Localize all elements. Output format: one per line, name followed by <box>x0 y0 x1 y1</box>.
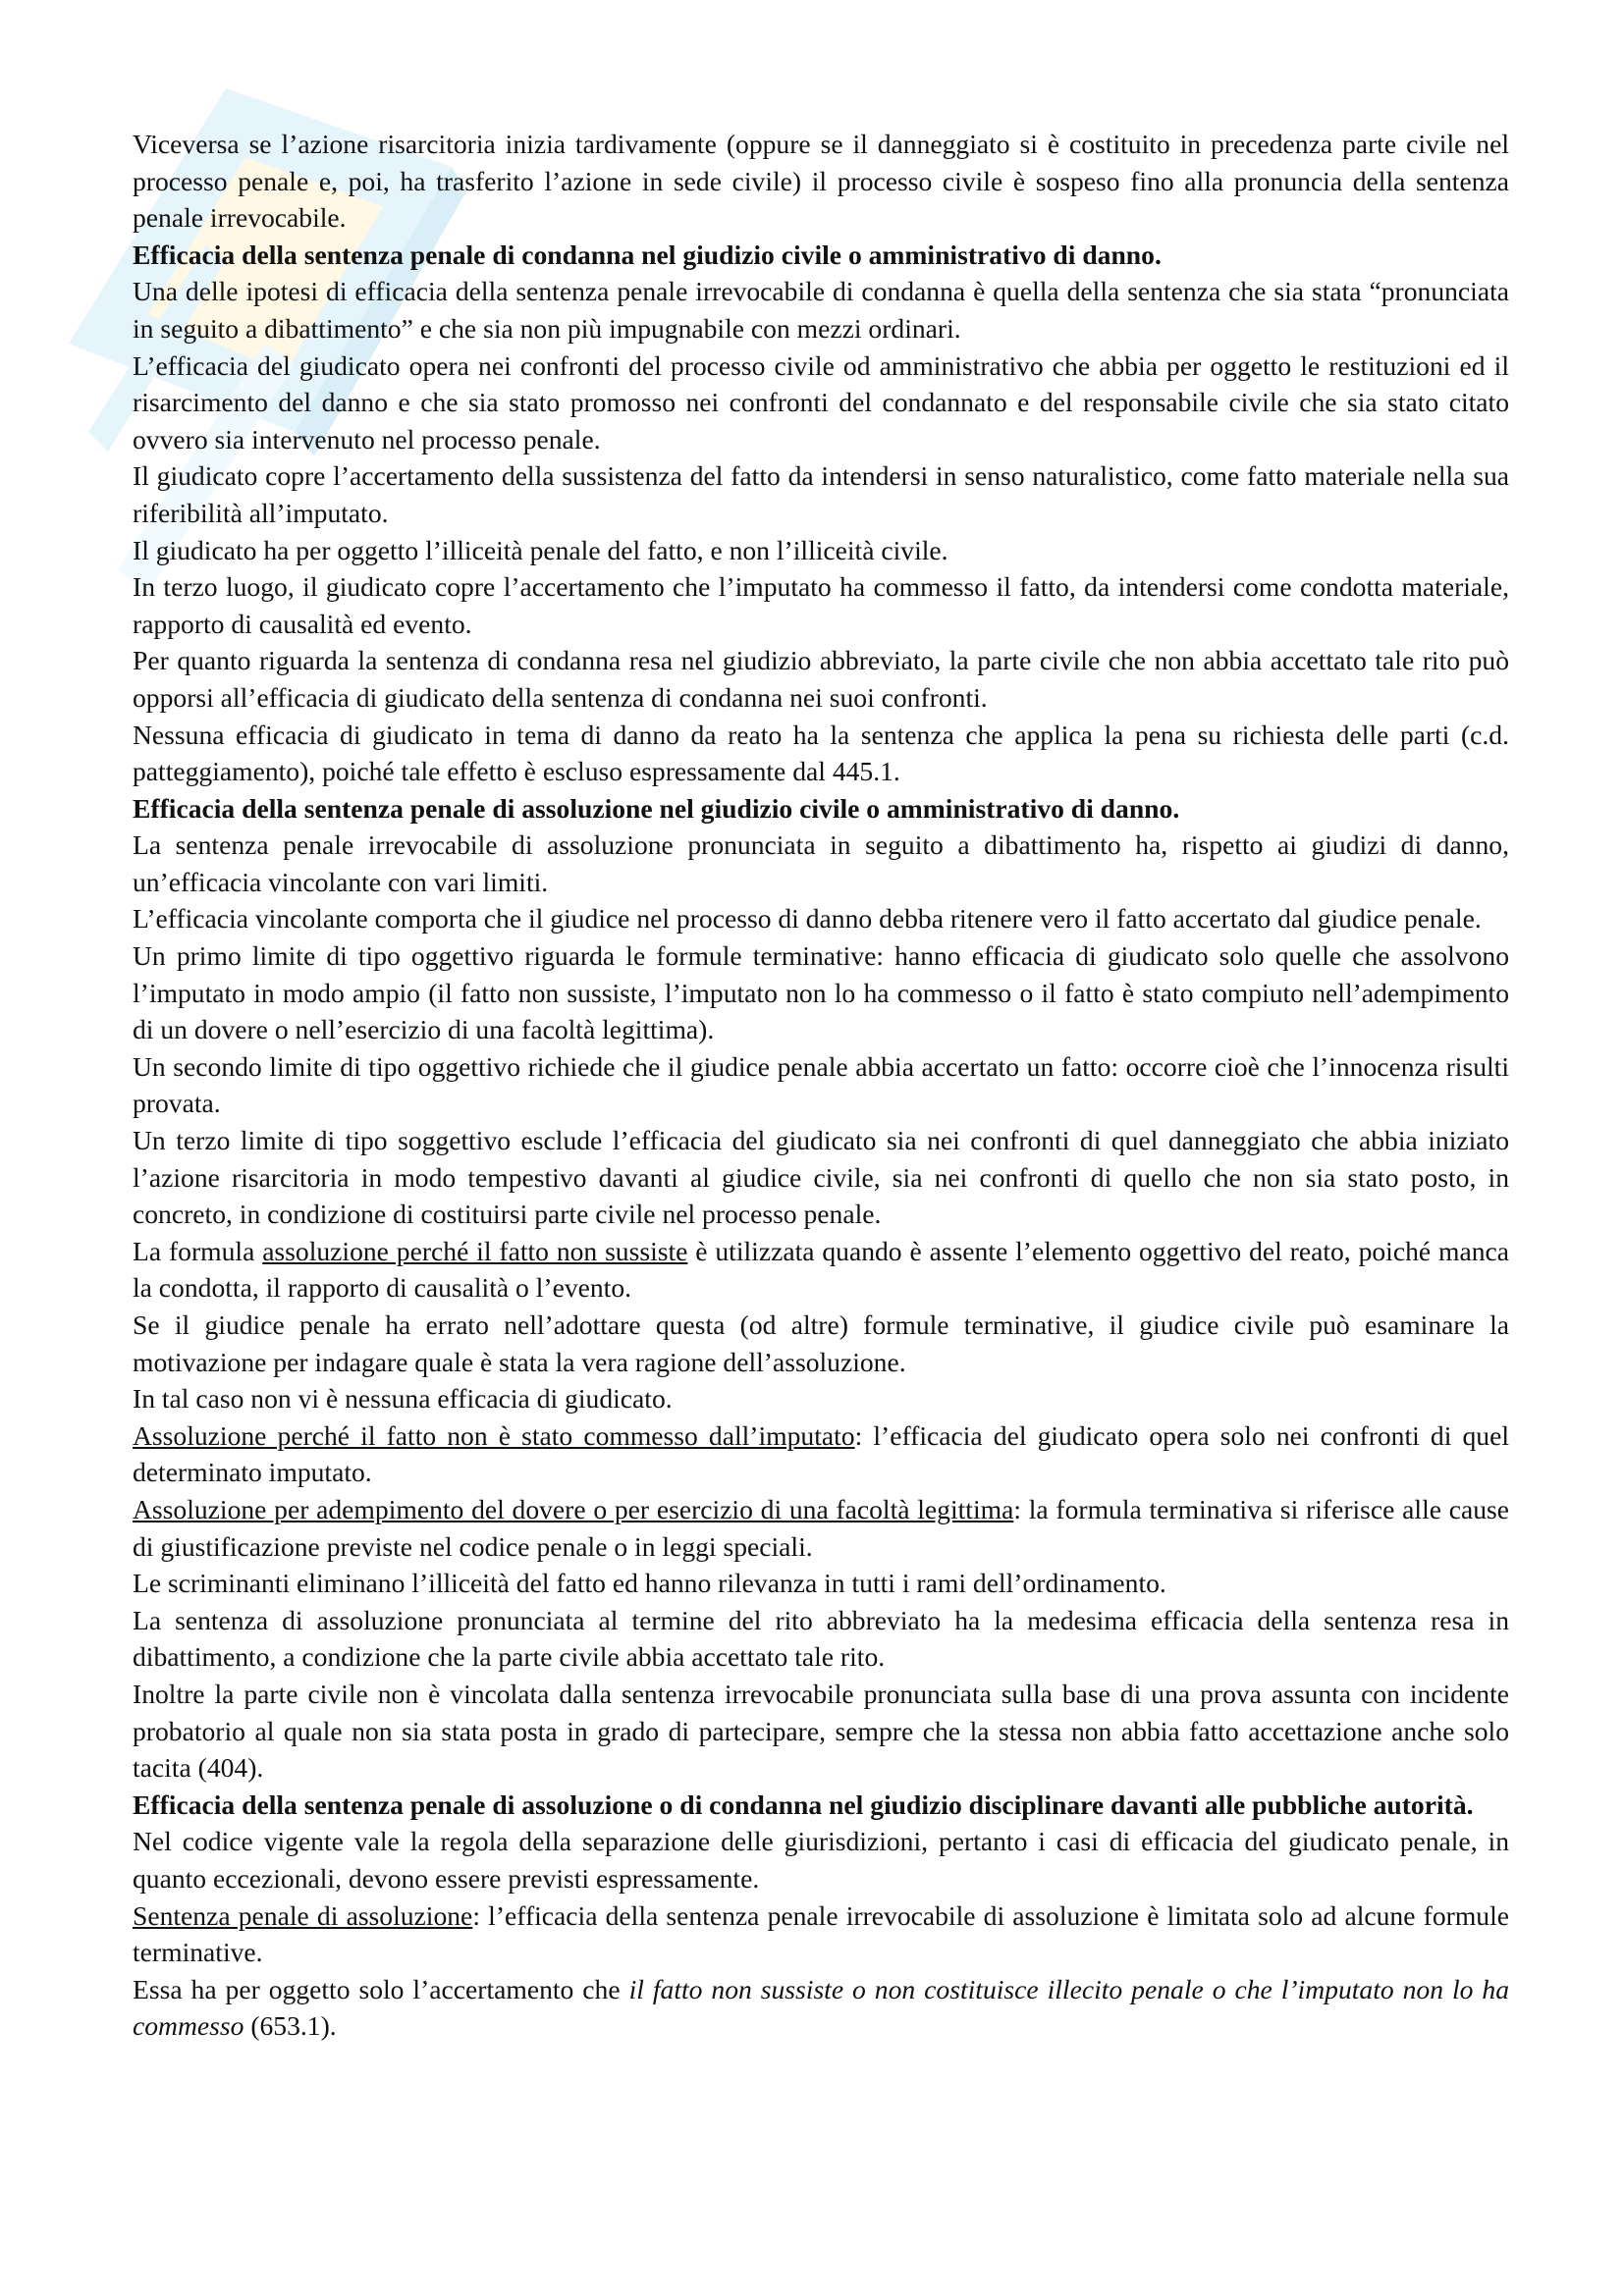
underlined-term: Assoluzione perché il fatto non è stato commesso dall’imputato <box>133 1419 855 1451</box>
paragraph: La sentenza penale irrevocabile di assoluzione pronunciata in seguito a dibattimento ha, rispetto ai giudizi di danno, un’efficacia vincolante con vari limiti. <box>133 829 1509 897</box>
paragraph: Una delle ipotesi di efficacia della sentenza penale irrevocabile di condanna è quella della sentenza che sia stata “pronunciata in seguito a dibattimento” e che sia non più impugnabile con mezzi ordinari. <box>133 276 1509 344</box>
paragraph: In terzo luogo, il giudicato copre l’accertamento che l’imputato ha commesso il fatto, da intendersi come condotta materiale, rapporto di causalità ed evento. <box>133 571 1509 639</box>
paragraph <box>133 1897 1509 1971</box>
document-body <box>133 126 1509 2045</box>
paragraph-text: La formula <box>133 1235 263 1266</box>
paragraph-text: (653.1). <box>244 2010 337 2042</box>
paragraph: Il giudicato ha per oggetto l’illiceità penale del fatto, e non l’illiceità civile. <box>133 534 948 565</box>
paragraph: La sentenza di assoluzione pronunciata al termine del rito abbreviato ha la medesima efficacia della sentenza resa in dibattimento, a condizione che la parte civile abbia accettato tale rito. <box>133 1604 1509 1673</box>
paragraph <box>133 1971 1509 2045</box>
paragraph: Viceversa se l’azione risarcitoria inizia tardivamente (oppure se il danneggiato si è costituito in precedenza parte civile nel processo penale e, poi, ha trasferito l’azione in sede civile) il processo civile è sospeso fino alla pronuncia della sentenza penale irrevocabile. <box>133 129 1509 234</box>
paragraph: Nessuna efficacia di giudicato in tema di danno da reato ha la sentenza che applica la pena su richiesta delle parti (c.d. patteggiamento), poiché tale effetto è escluso espressamente dal 445.1. <box>133 719 1509 787</box>
paragraph: Un primo limite di tipo oggettivo riguarda le formule terminative: hanno efficacia di giudicato solo quelle che assolvono l’imputato in modo ampio (il fatto non sussiste, l’imputato non lo ha commesso o il fatto è stato compiuto nell’adempimento di un dovere o nell’esercizio di una facoltà legittima). <box>133 940 1509 1045</box>
paragraph: Per quanto riguarda la sentenza di condanna resa nel giudizio abbreviato, la parte civile che non abbia accettato tale rito può opporsi all’efficacia di giudicato della sentenza di condanna nei suoi confronti. <box>133 645 1509 713</box>
underlined-term: Assoluzione per adempimento del dovere o per esercizio di una facoltà legittima <box>133 1493 1014 1524</box>
paragraph-text: è utilizzata quando è assente l’elemento oggettivo del reato, poiché manca la condotta, il rapporto di causalità o l’evento. <box>133 1235 1509 1304</box>
paragraph <box>133 1417 1509 1491</box>
paragraph-text: Essa ha per oggetto solo l’accertamento che <box>133 1973 629 2004</box>
underlined-term: assoluzione perché il fatto non sussiste <box>262 1235 688 1266</box>
section-heading: Efficacia della sentenza penale di assoluzione nel giudizio civile o amministrativo di danno. <box>133 792 1180 824</box>
paragraph: Inoltre la parte civile non è vincolata dalla sentenza irrevocabile pronunciata sulla base di una prova assunta con incidente probatorio al quale non sia stata posta in grado di partecipare, sempre che la stessa non abbia fatto accettazione anche solo tacita (404). <box>133 1678 1509 1784</box>
paragraph-text: : la formula terminativa si riferisce alle cause di giustificazione previste nel codice penale o in leggi speciali. <box>133 1493 1509 1562</box>
paragraph: L’efficacia vincolante comporta che il giudice nel processo di danno debba ritenere vero il fatto accertato dal giudice penale. <box>133 903 1482 934</box>
paragraph: L’efficacia del giudicato opera nei confronti del processo civile od amministrativo che abbia per oggetto le restituzioni ed il risarcimento del danno e che sia stato promosso nei confronti del condannato e del responsabile civile che sia stato citato ovvero sia intervenuto nel processo penale. <box>133 349 1509 454</box>
paragraph: Se il giudice penale ha errato nell’adottare questa (od altre) formule terminative, il giudice civile può esaminare la motivazione per indagare quale è stata la vera ragione dell’assoluzione. <box>133 1309 1509 1377</box>
paragraph: Un secondo limite di tipo oggettivo richiede che il giudice penale abbia accertato un fatto: occorre cioè che l’innocenza risulti provata. <box>133 1050 1509 1119</box>
section-heading: Efficacia della sentenza penale di assoluzione o di condanna nel giudizio disciplinare davanti alle pubbliche autorità. <box>133 1789 1474 1820</box>
paragraph <box>133 1233 1509 1307</box>
paragraph-text: : l’efficacia della sentenza penale irrevocabile di assoluzione è limitata solo ad alcune formule terminative. <box>133 1899 1509 1968</box>
paragraph <box>133 1491 1509 1565</box>
paragraph-text: : l’efficacia del giudicato opera solo nei confronti di quel determinato imputato. <box>133 1419 1509 1488</box>
italic-phrase: il fatto non sussiste o non costituisce illecito penale o che l’imputato non lo ha commesso <box>133 1973 1509 2042</box>
paragraph: Un terzo limite di tipo soggettivo esclude l’efficacia del giudicato sia nei confronti di quel danneggiato che abbia iniziato l’azione risarcitoria in modo tempestivo davanti al giudice civile, sia nei confronti di quello che non sia stato posto, in concreto, in condizione di costituirsi parte civile nel processo penale. <box>133 1125 1509 1230</box>
section-heading: Efficacia della sentenza penale di condanna nel giudizio civile o amministrativo di danno. <box>133 239 1162 270</box>
paragraph: In tal caso non vi è nessuna efficacia di giudicato. <box>133 1383 673 1415</box>
paragraph: Nel codice vigente vale la regola della separazione delle giurisdizioni, pertanto i casi di efficacia del giudicato penale, in quanto eccezionali, devono essere previsti espressamente. <box>133 1826 1509 1894</box>
underlined-term: Sentenza penale di assoluzione <box>133 1899 473 1931</box>
paragraph: Le scriminanti eliminano l’illiceità del fatto ed hanno rilevanza in tutti i rami dell’ordinamento. <box>133 1568 1166 1599</box>
paragraph: Il giudicato copre l’accertamento della sussistenza del fatto da intendersi in senso naturalistico, come fatto materiale nella sua riferibilità all’imputato. <box>133 460 1509 528</box>
